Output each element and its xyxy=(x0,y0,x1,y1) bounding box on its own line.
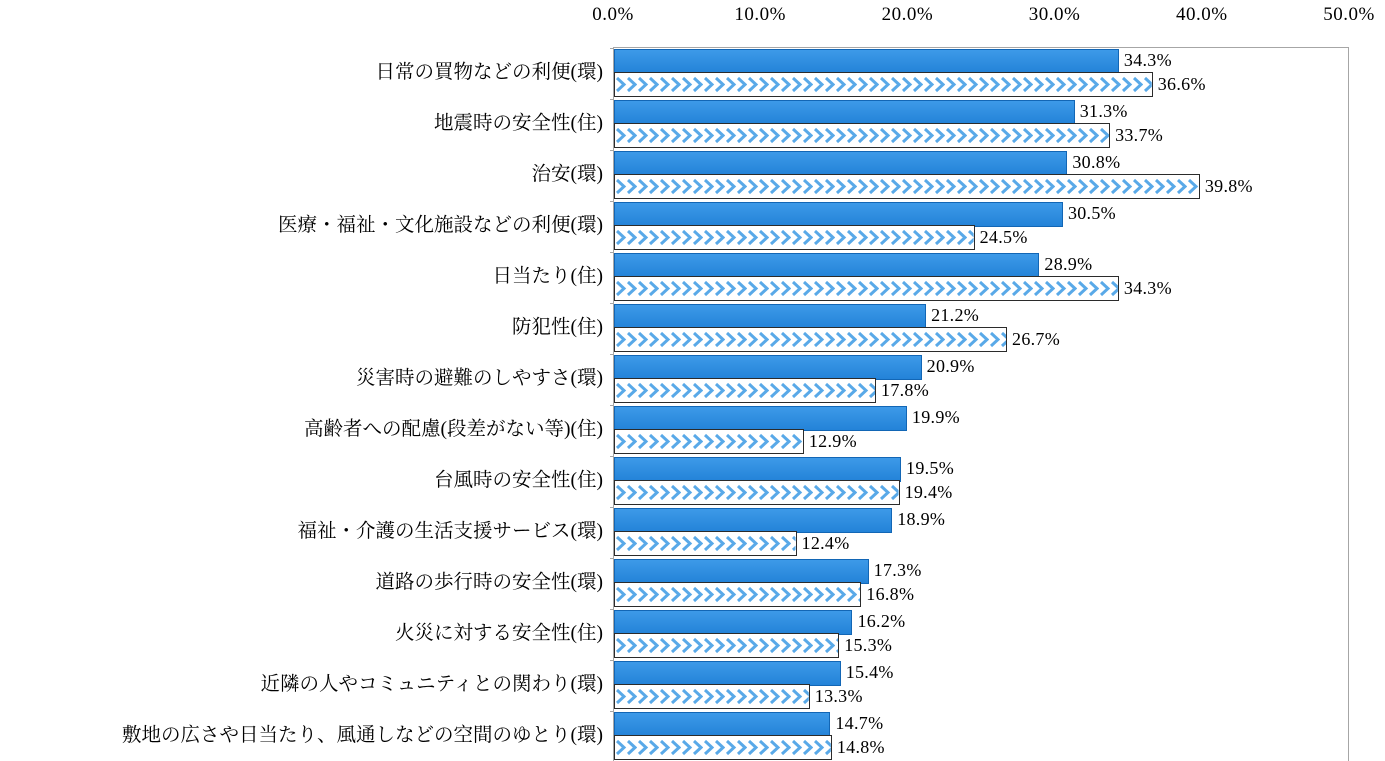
bar-series-b xyxy=(614,72,1153,97)
bar-series-a xyxy=(614,49,1119,74)
bar-value-label: 30.5% xyxy=(1067,203,1116,223)
bar-group xyxy=(614,558,1348,609)
bar-value-label: 16.2% xyxy=(857,611,906,631)
x-tick-label: 20.0% xyxy=(881,4,934,25)
hatch-pattern xyxy=(615,583,860,606)
hatch-pattern xyxy=(615,379,875,402)
bar-value-label: 19.5% xyxy=(906,458,955,478)
bar-group xyxy=(614,660,1348,711)
bar-series-b xyxy=(614,378,876,403)
x-axis-tick-labels xyxy=(0,4,1385,34)
bar-value-label: 18.9% xyxy=(897,509,946,529)
x-tick-label: 10.0% xyxy=(734,4,786,25)
bar-series-b xyxy=(614,327,1007,352)
hatch-pattern xyxy=(615,634,838,657)
hatch-pattern xyxy=(615,685,809,708)
x-tick-label: 0.0% xyxy=(592,4,634,25)
bar-series-b xyxy=(614,123,1110,148)
bar-value-label: 12.9% xyxy=(808,431,857,451)
bar-value-label: 19.4% xyxy=(904,482,953,502)
bar-group xyxy=(614,354,1348,405)
hatch-pattern xyxy=(615,481,899,504)
bar-value-label: 15.4% xyxy=(845,662,894,682)
category-label: 近隣の人やコミュニティとの関わり(環) xyxy=(260,674,603,695)
bar-series-a xyxy=(614,610,852,635)
bar-series-a xyxy=(614,559,869,584)
bar-group xyxy=(614,99,1348,150)
bar-series-a xyxy=(614,100,1075,125)
bar-value-label: 17.8% xyxy=(881,380,930,400)
bar-value-label: 19.9% xyxy=(911,407,960,427)
bar-series-b xyxy=(614,429,804,454)
bar-series-b xyxy=(614,225,975,250)
bar-value-label: 34.3% xyxy=(1123,278,1172,298)
bar-value-label: 17.3% xyxy=(873,560,922,580)
bar-series-a xyxy=(614,304,926,329)
bar-value-label: 14.7% xyxy=(835,713,884,733)
bar-group xyxy=(614,201,1348,252)
bar-value-label: 16.8% xyxy=(866,584,915,604)
category-label: 福祉・介護の生活支援サービス(環) xyxy=(297,521,603,542)
category-label: 高齢者への配慮(段差がない等)(住) xyxy=(304,419,603,440)
category-label: 火災に対する安全性(住) xyxy=(395,623,603,644)
category-label: 敷地の広さや日当たり、風通しなどの空間のゆとり(環) xyxy=(122,725,603,746)
bar-series-b xyxy=(614,633,839,658)
hatch-pattern xyxy=(615,175,1199,198)
x-tick-label: 50.0% xyxy=(1323,4,1375,25)
bar-value-label: 15.3% xyxy=(844,635,893,655)
bar-value-label: 36.6% xyxy=(1157,74,1206,94)
bar-group xyxy=(614,456,1348,507)
hatch-pattern xyxy=(615,73,1152,96)
bar-series-a xyxy=(614,355,922,380)
bar-series-a xyxy=(614,151,1067,176)
category-label: 日常の買物などの利便(環) xyxy=(375,62,603,83)
plot-area xyxy=(613,47,1349,761)
bar-group xyxy=(614,405,1348,456)
category-label: 道路の歩行時の安全性(環) xyxy=(375,572,603,593)
x-tick-label: 30.0% xyxy=(1028,4,1081,25)
category-label: 日当たり(住) xyxy=(492,266,603,287)
category-label: 台風時の安全性(住) xyxy=(434,470,603,491)
bar-group xyxy=(614,711,1348,761)
hatch-pattern xyxy=(615,124,1109,147)
bar-series-b xyxy=(614,684,810,709)
bar-value-label: 20.9% xyxy=(926,356,975,376)
category-label: 防犯性(住) xyxy=(512,317,603,338)
bar-group xyxy=(614,150,1348,201)
bar-series-b xyxy=(614,174,1200,199)
bar-value-label: 31.3% xyxy=(1079,101,1128,121)
bar-series-b xyxy=(614,480,900,505)
bar-group xyxy=(614,507,1348,558)
category-label: 地震時の安全性(住) xyxy=(434,113,603,134)
bar-value-label: 24.5% xyxy=(979,227,1028,247)
bar-value-label: 33.7% xyxy=(1115,125,1164,145)
bar-group xyxy=(614,303,1348,354)
bar-value-label: 12.4% xyxy=(801,533,850,553)
bar-series-a xyxy=(614,253,1039,278)
bar-series-b xyxy=(614,582,861,607)
hatch-pattern xyxy=(615,736,831,759)
bar-series-a xyxy=(614,508,892,533)
bar-series-b xyxy=(614,276,1119,301)
bar-value-label: 21.2% xyxy=(931,305,980,325)
bar-group xyxy=(614,252,1348,303)
category-label: 災害時の避難のしやすさ(環) xyxy=(356,368,603,389)
bar-series-b xyxy=(614,531,797,556)
category-axis-labels xyxy=(0,47,608,761)
hatch-pattern xyxy=(615,532,796,555)
bar-value-label: 26.7% xyxy=(1012,329,1061,349)
bar-series-a xyxy=(614,661,841,686)
bar-series-a xyxy=(614,406,907,431)
bar-value-label: 30.8% xyxy=(1072,152,1121,172)
bar-value-label: 13.3% xyxy=(814,686,863,706)
hatch-pattern xyxy=(615,430,803,453)
x-tick-label: 40.0% xyxy=(1176,4,1228,25)
bar-value-label: 14.8% xyxy=(836,737,885,757)
bar-value-label: 39.8% xyxy=(1204,176,1253,196)
category-label: 治安(環) xyxy=(531,164,603,185)
bar-value-label: 28.9% xyxy=(1044,254,1093,274)
bar-series-a xyxy=(614,202,1063,227)
bar-series-a xyxy=(614,712,830,737)
bar-value-label: 34.3% xyxy=(1123,50,1172,70)
hatch-pattern xyxy=(615,226,974,249)
category-label: 医療・福祉・文化施設などの利便(環) xyxy=(278,215,603,236)
bar-series-b xyxy=(614,735,832,760)
bar-group xyxy=(614,609,1348,660)
bar-group xyxy=(614,48,1348,99)
hatch-pattern xyxy=(615,328,1006,351)
bar-series-a xyxy=(614,457,901,482)
hatch-pattern xyxy=(615,277,1118,300)
